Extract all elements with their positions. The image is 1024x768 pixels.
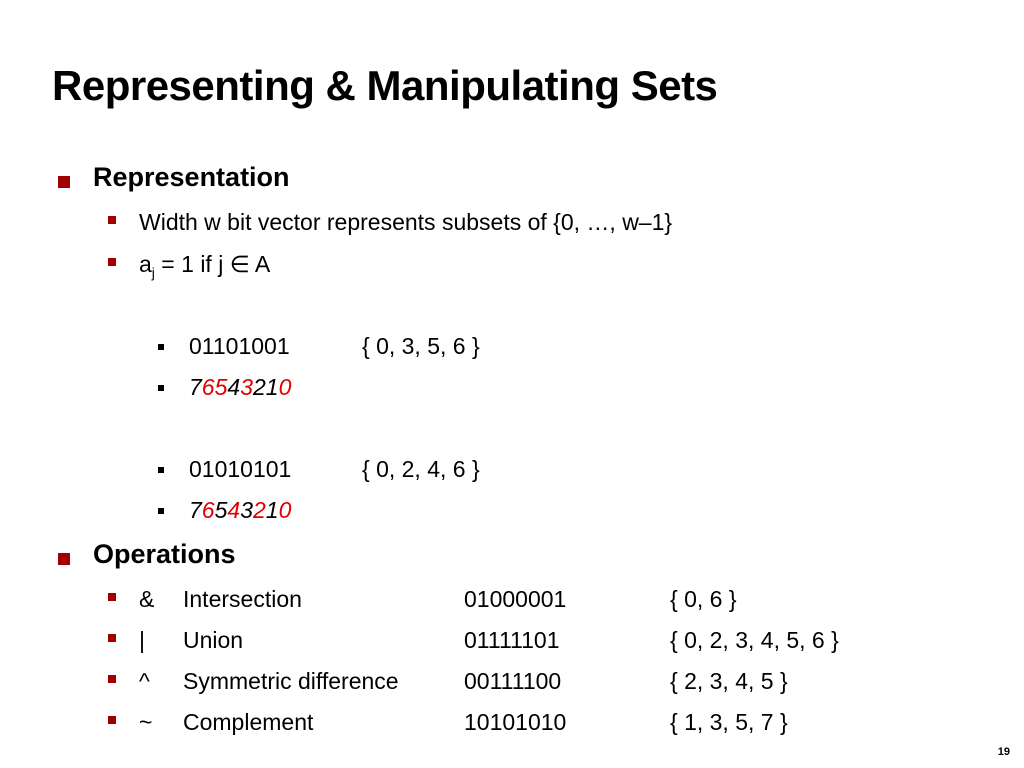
square-bullet-icon [108,593,116,601]
width-description: Width w bit vector represents subsets of {0, …, w–1} [139,209,673,235]
bit-index-digit: 2 [252,374,266,400]
bit-index-digit: 6 [201,497,215,523]
operation-result-bits: 00111100 [464,668,562,694]
bit-index-digit: 0 [278,497,292,523]
operation-symbol: & [139,586,155,612]
operation-name: Intersection [183,586,302,612]
bit-index-digit: 5 [214,374,228,400]
bit-index-digit: 5 [214,497,228,523]
operation-result-bits: 01111101 [464,627,560,653]
example1-set: { 0, 3, 5, 6 } [362,333,480,359]
membership-rule: $a_j = 1$ if j ∈ A [139,251,271,281]
slide-title: Representing & Manipulating Sets [52,62,718,109]
operation-result-set: { 2, 3, 4, 5 } [670,668,788,694]
bit-index-digit: 7 [189,497,202,523]
representation-heading: Representation [93,162,290,192]
example1-bit-indices [189,374,291,401]
square-bullet-icon [158,467,164,473]
bit-index-digit: 7 [189,374,202,400]
bit-index-digit: 3 [240,497,253,523]
square-bullet-icon [158,344,164,350]
square-bullet-icon [108,716,116,724]
bit-index-digit: 3 [240,374,253,400]
square-bullet-icon [158,385,164,391]
operation-result-set: { 0, 2, 3, 4, 5, 6 } [670,627,839,653]
bit-index-digit: 4 [227,497,241,523]
operation-symbol: ~ [139,709,153,735]
operation-name: Complement [183,709,314,735]
bit-index-digit: 2 [252,497,266,523]
bit-index-digit: 1 [265,497,279,523]
bit-index-digit: 4 [227,374,241,400]
operation-name: Union [183,627,244,653]
bit-index-digit: 0 [278,374,292,400]
square-bullet-icon [158,508,164,514]
operation-name: Symmetric difference [183,668,399,694]
bit-index-digit: 6 [201,374,215,400]
square-bullet-icon [108,258,116,266]
operation-result-set: { 1, 3, 5, 7 } [670,709,788,735]
square-bullet-icon [108,216,116,224]
square-bullet-icon [58,553,70,565]
square-bullet-icon [58,176,70,188]
square-bullet-icon [108,675,116,683]
bit-index-digit: 1 [265,374,279,400]
example2-bits: 01010101 [189,456,292,482]
example1-bits: 01101001 [189,333,290,359]
square-bullet-icon [108,634,116,642]
operation-result-bits: 10101010 [464,709,567,735]
page-number: 19 [997,746,1010,758]
example2-bit-indices [189,497,291,524]
example2-set: { 0, 2, 4, 6 } [362,456,480,482]
operation-result-set: { 0, 6 } [670,586,737,612]
operation-symbol: ^ [139,668,150,694]
operations-heading: Operations [93,539,236,569]
operation-result-bits: 01000001 [464,586,567,612]
operation-symbol: | [139,627,145,653]
